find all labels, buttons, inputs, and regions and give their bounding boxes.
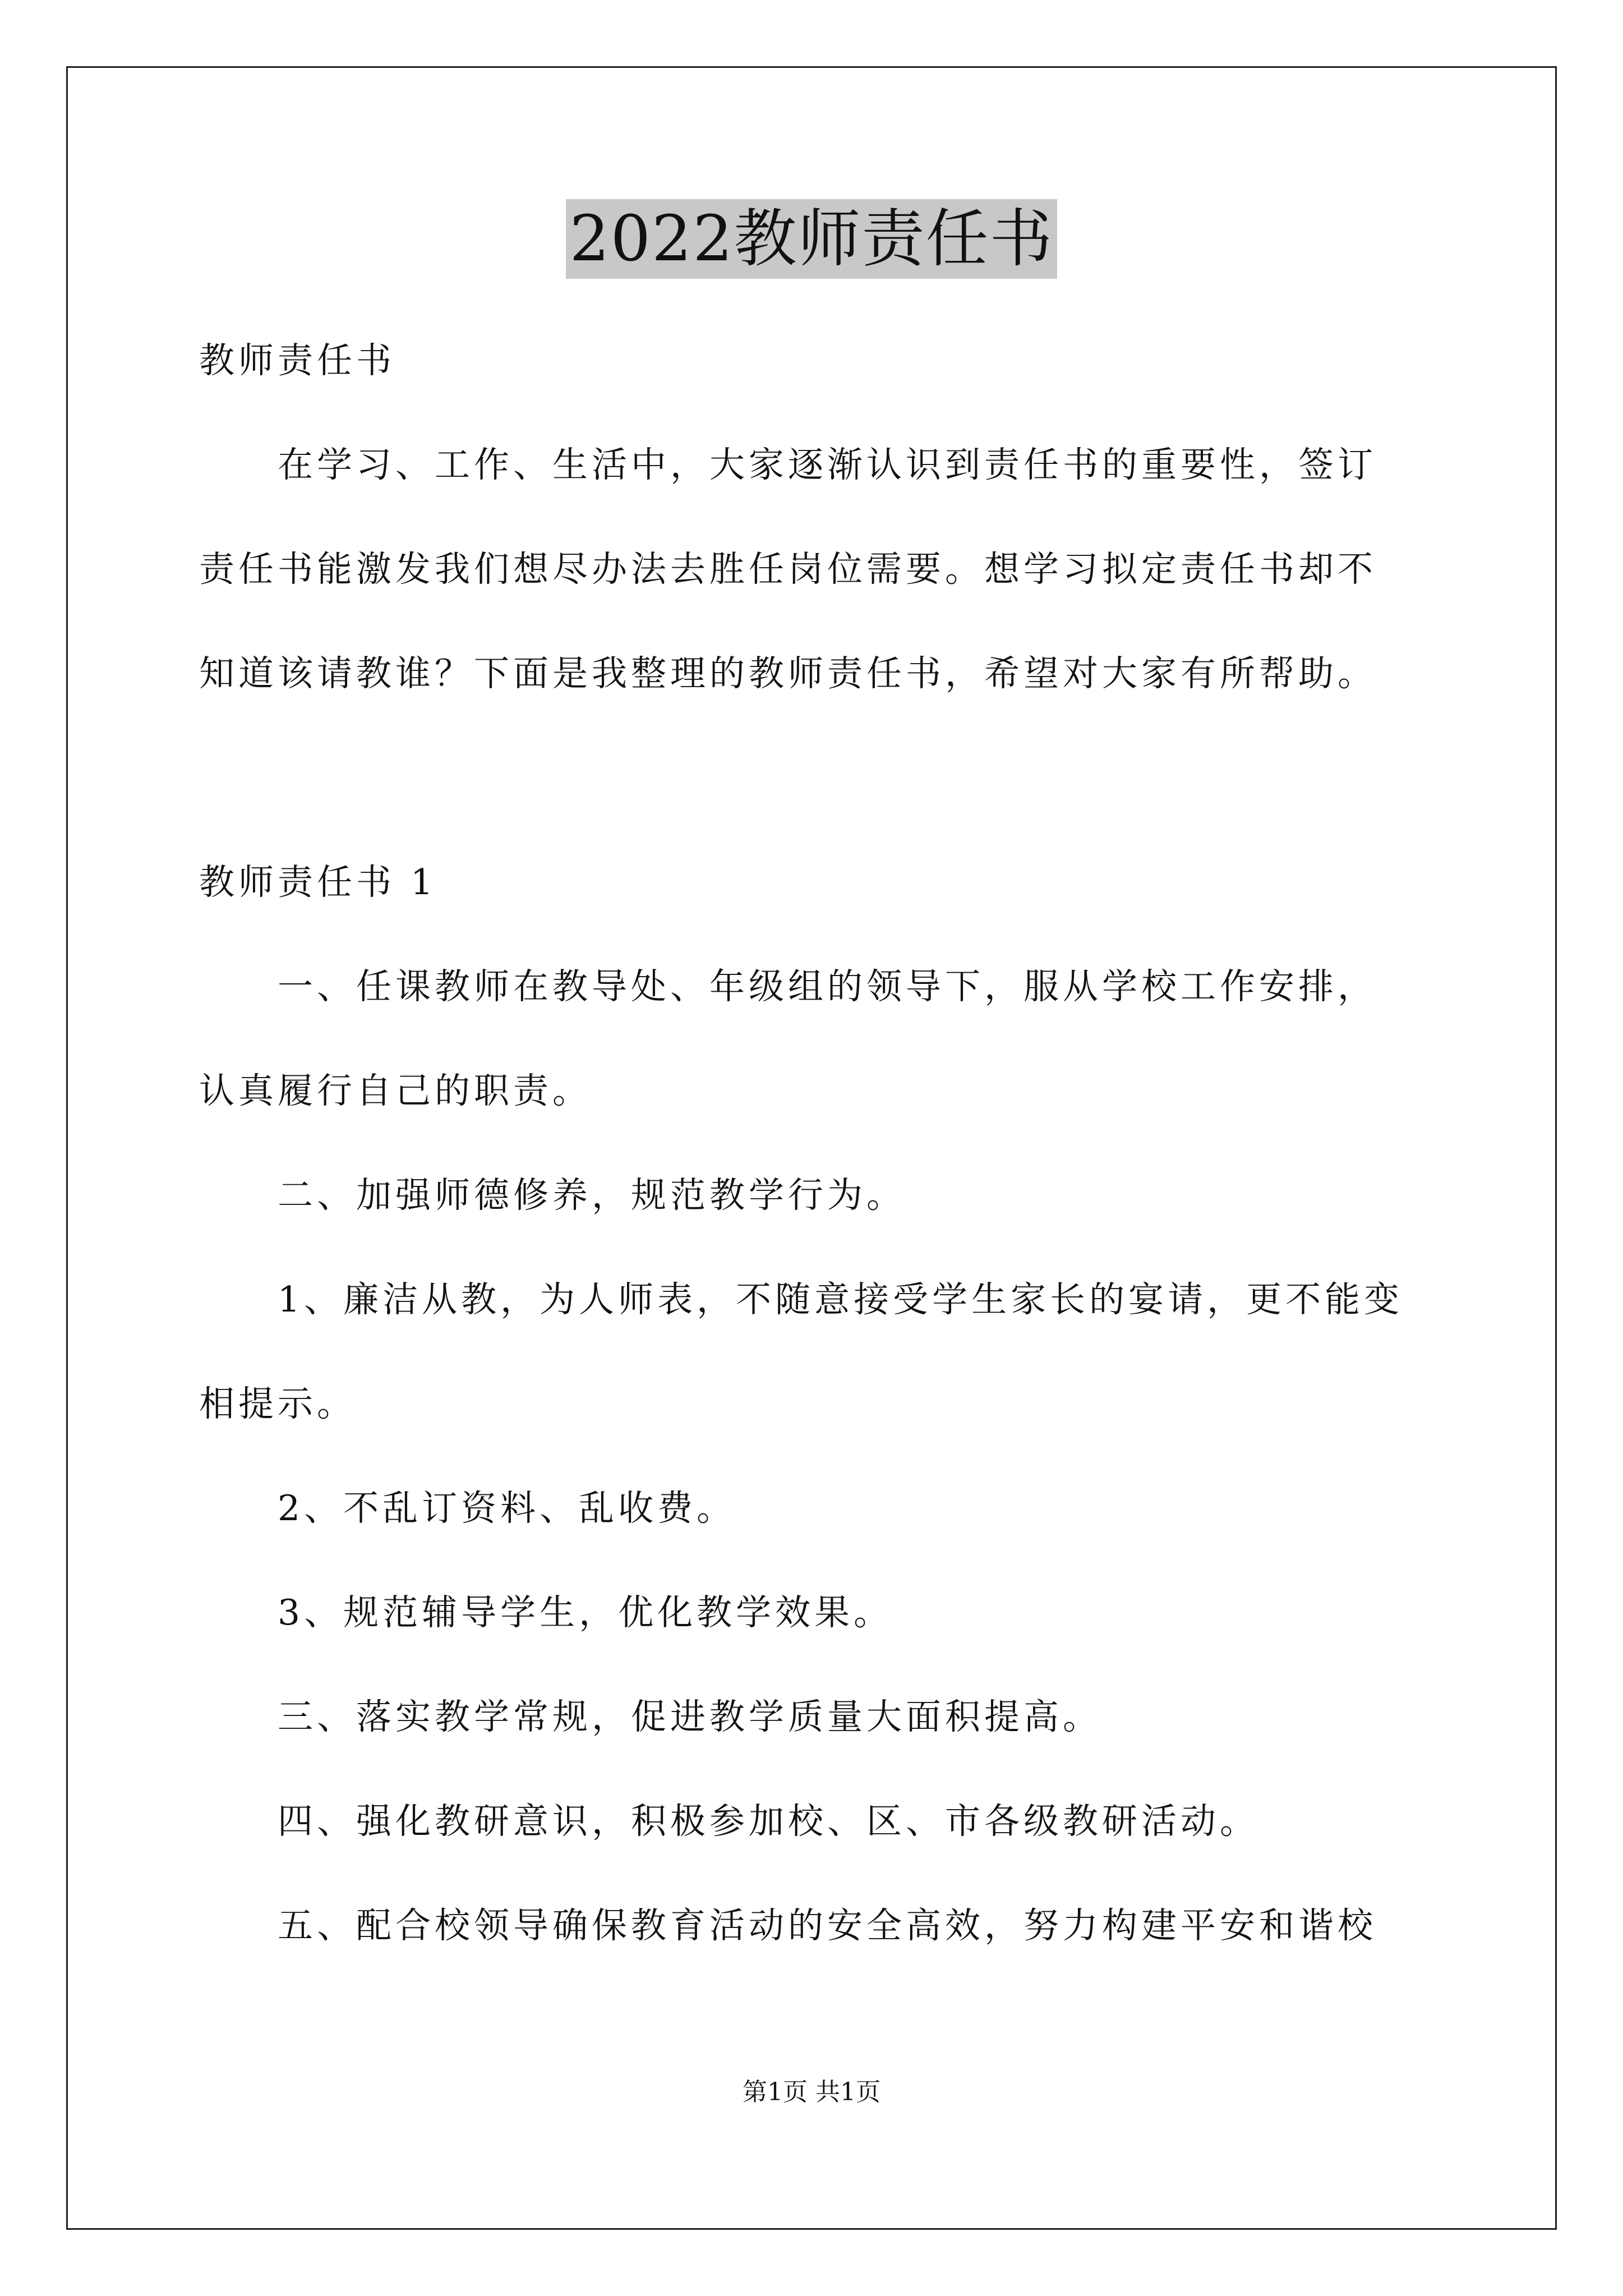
item-line: 2、不乱订资料、乱收费。 (278, 1488, 736, 1529)
section-heading: 教师责任书 1 (199, 862, 437, 903)
item-line: 3、规范辅导学生，优化教学效果。 (278, 1592, 893, 1633)
subtitle: 教师责任书 (199, 340, 395, 381)
item-line: 一、任课教师在教导处、年级组的领导下，服从学校工作安排， (278, 966, 1377, 1007)
item-line: 五、配合校领导确保教育活动的安全高效，努力构建平安和谐校 (278, 1905, 1377, 1946)
item-line: 1、廉洁从教，为人师表，不随意接受学生家长的宴请，更不能变 (278, 1279, 1404, 1320)
item-line: 二、加强师德修养，规范教学行为。 (278, 1175, 906, 1216)
item-line: 四、强化教研意识，积极参加校、区、市各级教研活动。 (278, 1801, 1259, 1842)
intro-line: 知道该请教谁？下面是我整理的教师责任书，希望对大家有所帮助。 (199, 653, 1377, 694)
item-line: 三、落实教学常规，促进教学质量大面积提高。 (278, 1696, 1102, 1737)
item-line: 相提示。 (199, 1383, 356, 1424)
item-line: 认真履行自己的职责。 (199, 1070, 592, 1111)
title-container (0, 199, 1623, 279)
page-number-footer: 第1页 共1页 (743, 2078, 880, 2106)
document-body (199, 309, 1433, 1978)
document-title: 2022教师责任书 (566, 199, 1057, 279)
spacer (199, 726, 1433, 830)
intro-line: 在学习、工作、生活中，大家逐渐认识到责任书的重要性，签订 (278, 444, 1377, 485)
intro-line: 责任书能激发我们想尽办法去胜任岗位需要。想学习拟定责任书却不 (199, 549, 1377, 590)
